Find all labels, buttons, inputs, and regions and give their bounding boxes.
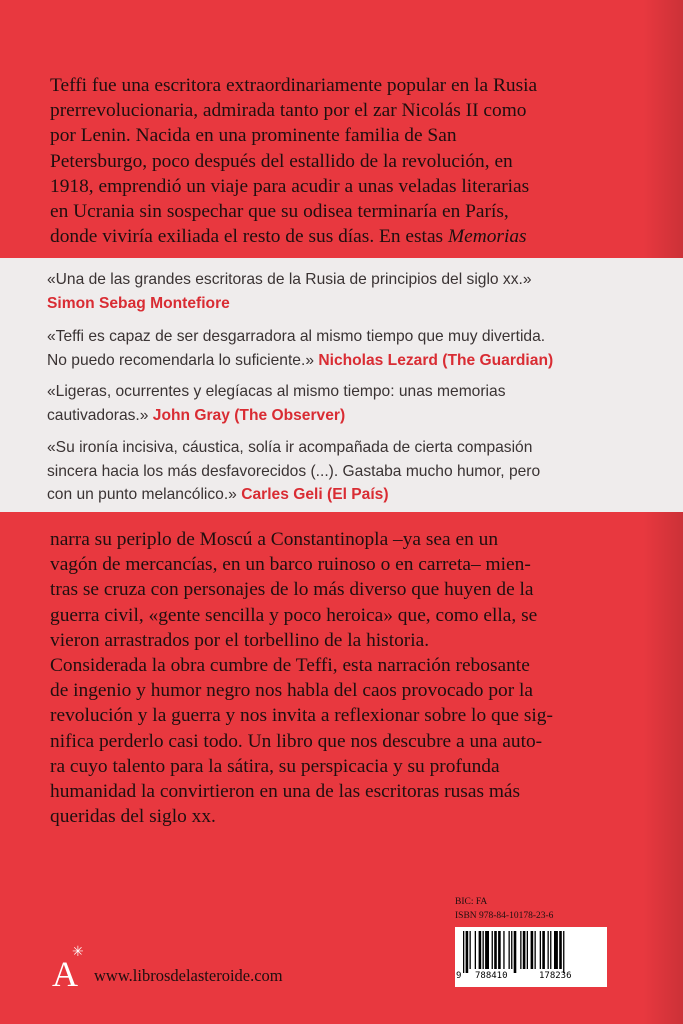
description-line: por Lenin. Nacida en una prominente familia de San [50,125,457,147]
asteroide-logo [52,944,84,994]
description-line: guerra civil, «gente sencilla y poco heroica» que, como ella, se [50,604,538,626]
quote-line [47,404,647,428]
quote-line: «Su ironía incisiva, cáustica, solía ir acompañada de cierta compasión [47,439,533,456]
barcode-bar [559,931,562,969]
barcode-bar [511,931,512,969]
description-line: nifica perderlo casi todo. Un libro que nos descubre a una auto- [50,730,543,752]
quote-text: con un punto melancólico.» [47,486,237,503]
barcode-bar [535,931,536,969]
barcode-bar [475,931,476,969]
description-line: tras se cruza con personajes de lo más diverso que huyen de la [50,579,534,601]
quote-author: Nicholas Lezard (The Guardian) [318,351,554,369]
quote-line: sincera hacia los más desfavorecidos (...). Gastaba mucho humor, pero [47,462,541,480]
barcode-bar [527,931,528,969]
review-quote [47,268,647,315]
isbn-code: ISBN 978-84-10178-23-6 [455,911,554,921]
quote-author: Carles Geli (El País) [241,486,389,503]
barcode-bar [485,931,489,969]
quote-author: John Gray (The Observer) [152,406,346,424]
description-line: humanidad la convirtieron en una de las escritoras rusas más [50,781,521,803]
description-line: narra su periplo de Moscú a Constantinopla –ya sea en un [50,529,499,550]
quote-line: «Ligeras, ocurrentes y elegíacas al mismo tiempo: unas memorias [47,383,506,400]
barcode-bar [550,931,551,969]
barcode-group-2: 178236 [539,971,572,981]
description-line: Teffi fue una escritora extraordinariamente popular en la Rusia [50,75,538,96]
publisher-block [52,944,283,994]
description-text: donde viviría exiliada el resto de sus días. En estas [50,226,444,248]
bic-code: BIC: FA [455,897,488,907]
description-line: en Ucrania sin sospechar que su odisea terminaría en París, [50,201,509,223]
barcode-bar [470,931,471,969]
description-line: de ingenio y humor negro nos habla del caos provocado por la [50,680,534,702]
review-quote [47,436,647,507]
barcode-bar [463,931,464,973]
barcode-bar [520,931,521,969]
quote-line [47,349,647,373]
description-line: ra cuyo talento para la sátira, su perspicacia y su profunda [50,755,500,777]
description-line: Petersburgo, poco después del estallido de la revolución, en [50,150,513,172]
description-line: vagón de mercancías, en un barco ruinoso o en carreta– mien- [50,554,531,576]
quote-line: «Una de las grandes escritoras de la Rusia de principios del siglo xx.» [47,271,532,288]
quote-text: No puedo recomendarla lo suficiente.» [47,351,314,369]
description-line: prerrevolucionaria, admirada tanto por el zar Nicolás II como [50,100,527,122]
barcode-bar [563,931,564,973]
description-line: Considerada la obra cumbre de Teffi, esta narración rebosante [50,655,530,677]
barcode-bar [548,931,549,969]
asterisk-icon: ✳ [72,944,84,960]
barcode-bar [494,931,497,969]
barcode-bars [455,927,607,973]
quote-line: «Teffi es capaz de ser desgarradora al mismo tiempo que muy divertida. [47,328,546,345]
barcode-bar [483,931,484,969]
quote-text: cautivadoras.» [47,406,149,424]
review-quote [47,325,647,372]
barcode-bar [531,931,534,969]
description-line: revolución y la guerra y nos invita a reflexionar sobre lo que sig- [50,705,553,727]
barcode-bar [498,931,501,969]
barcode-bar [542,931,545,969]
description-top [50,73,650,249]
barcode-bar [540,931,541,969]
description-line: queridas del siglo xx. [50,806,216,828]
barcode-bar [509,931,510,969]
isbn-barcode [455,927,607,987]
barcode-bar [466,931,469,973]
product-codes [455,895,553,923]
barcode-bar [492,931,493,969]
barcode-group-1: 788410 [475,971,508,981]
book-title-italic: Memorias [447,226,527,248]
barcode-bar [523,931,526,969]
description-bottom [50,527,650,829]
barcode-bar [554,931,558,969]
publisher-website[interactable]: www.librosdelasteroide.com [94,966,283,985]
quote-author: Simon Sebag Montefiore [47,294,230,312]
barcode-lead-digit: 9 [456,971,462,981]
description-line: vieron arrastrados por el torbellino de la historia. [50,629,430,651]
barcode-bar [479,931,482,969]
logo-letter: A [52,954,78,994]
barcode-bar [503,931,504,969]
description-line: 1918, emprendió un viaje para acudir a unas veladas literarias [50,175,530,197]
quote-line [47,483,647,507]
description-line [50,224,650,249]
review-quote [47,380,647,427]
barcode-bar [514,931,517,973]
